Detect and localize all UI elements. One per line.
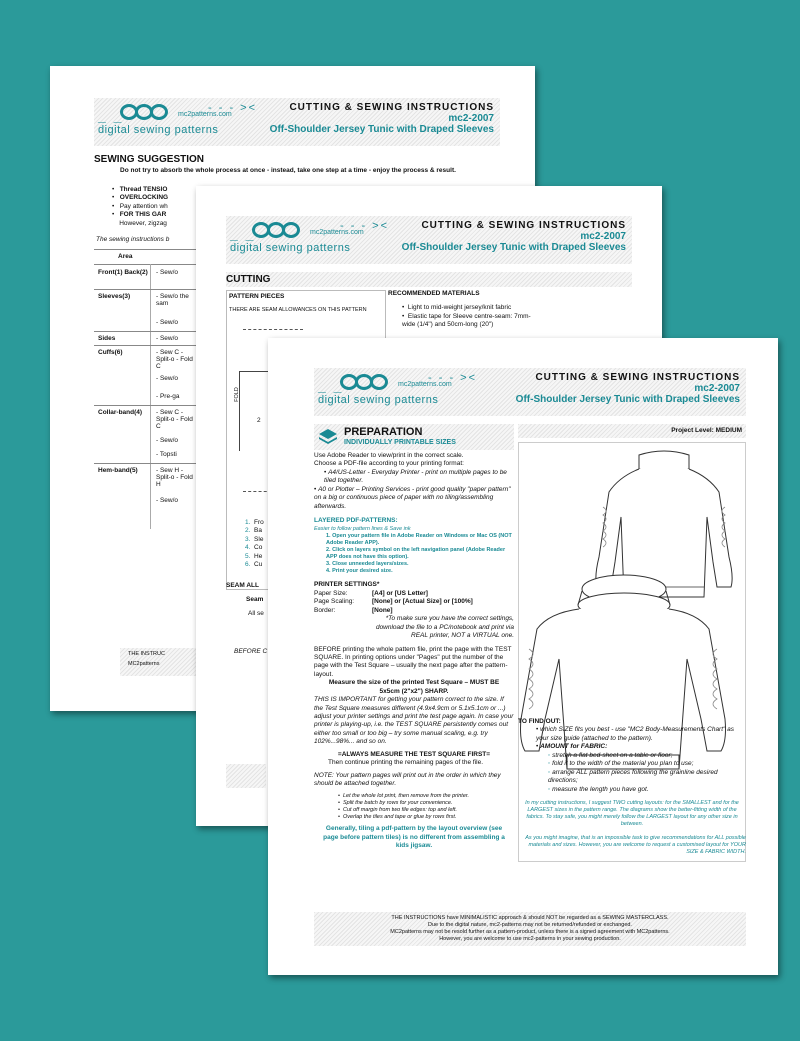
list-item: ◦ fold it to the width of the material you plan to use; [548, 760, 694, 768]
important-text: THIS IS IMPORTANT for getting your pattern correct to the size. If the Test Square measures different (4.9x4.9cm or 5.1x5.1cm or ...) adjust your printer settings and print the test page again. In case your printer is playing-up, i.e. the TEST SQUARE persistently comes out either too small or too big – try some manual scaling, e.g. try 102%...98%... and so on. [314, 696, 514, 746]
list-item: • Overlap the tiles and tape or glue by rows first. [338, 813, 457, 820]
project-level: Project Level: MEDIUM [671, 427, 742, 434]
find-out-title: TO FIND OUT: [518, 718, 561, 725]
list-item: • Elastic tape for Sleeve centre-seam: 7mm-wide (1/4") and 50cm-long (20") [402, 312, 531, 329]
tile-steps [314, 793, 514, 822]
paragraph: BEFORE printing the whole pattern file, print the page with the TEST SQUARE. In printing options under "Pages" put the number of the page with the Test Square – usually the next page after the pattern-layout. [314, 645, 512, 678]
always-text: =ALWAYS MEASURE THE TEST SQUARE FIRST= [337, 750, 491, 758]
header-title: CUTTING & SEWING INSTRUCTIONS [421, 220, 626, 231]
note-text: NOTE: Your pattern pages will print out in the order in which they should be attached together. [314, 771, 501, 788]
list-item: • A0 or Plotter – Printing Services - print good quality "paper pattern" on a big or continuous piece of paper with no tiling/assembling afterwards. [314, 485, 511, 510]
list-item: • FOR THIS GAR [112, 211, 167, 219]
list-item: 3. Close unneeded layers/sizes. [326, 561, 409, 568]
header-titles [270, 102, 494, 135]
table-header-area: Area [118, 253, 133, 260]
seam-allowance-note: THERE ARE SEAM ALLOWANCES ON THIS PATTERN [229, 307, 367, 313]
layered-title: LAYERED PDF-PATTERNS: [314, 517, 398, 525]
piece-number: 2 [257, 417, 261, 424]
sewing-note: The sewing instructions b [96, 236, 170, 243]
layered-steps [314, 533, 514, 576]
list-item: • Pay attention wh [112, 202, 168, 210]
section-intro: Do not try to absorb the whole process at once - instead, take one step at a time - enjoy the process & result. [120, 167, 456, 174]
list-item: 6. Cu [245, 561, 263, 569]
header-title: CUTTING & SEWING INSTRUCTIONS [289, 102, 494, 113]
logo-url: mc2patterns.com [178, 111, 232, 118]
brand-logo: _ _ mc2patterns.com - - - >< digital sewing patterns [98, 102, 258, 136]
closing-note: As you might imagine, that is an impossible task to give recommendations for ALL possible materials and sizes. However, you are welcome to request a customised layout for YOUR SIZE & FABRIC WIDTH. [525, 834, 746, 855]
seam-allowance-title: SEAM ALL [226, 582, 259, 589]
header-code: mc2-2007 [694, 383, 740, 394]
list-item: 2. Click on layers symbol on the left navigation panel (Adobe Reader APP does not have this option). [326, 546, 506, 561]
list-item: 5. He [245, 552, 263, 560]
measure-text: Measure the size of the printed Test Square – MUST BE 5x5cm (2"x2") SHARP. [328, 679, 500, 695]
page-footer: THE INSTRUC MC2patterns [120, 648, 210, 676]
printer-setting-row: Border: [None] [314, 606, 393, 614]
printer-setting-row: Paper Size: [A4] or [US Letter] [314, 589, 428, 597]
materials-panel [388, 290, 638, 330]
header-subtitle: Off-Shoulder Jersey Tunic with Draped Sleeves [515, 394, 740, 405]
printer-note: *To make sure you have the correct settings, download the file to a PC/notebook and print via REAL printer, NOT a VIRTUAL one. [375, 615, 514, 640]
list-item: • AMOUNT for FABRIC: [536, 743, 608, 751]
layered-subtitle: Easier to follow pattern lines & Save ink [314, 525, 411, 532]
section-title: PREPARATION [344, 426, 423, 438]
header-subtitle: Off-Shoulder Jersey Tunic with Draped Sleeves [401, 242, 626, 253]
list-item: ◦ measure the length you have got. [548, 785, 649, 793]
header-subtitle: Off-Shoulder Jersey Tunic with Draped Sleeves [269, 124, 494, 135]
header-code: mc2-2007 [448, 113, 494, 124]
list-item: However, zigzag [119, 219, 167, 227]
list-item: ◦ stretch a flat bed-sheet on a table or floor; [548, 751, 673, 759]
section-title: SEWING SUGGESTION [94, 154, 205, 165]
page-header [314, 368, 746, 416]
list-item: 1. Fro [245, 519, 264, 526]
list-item: • A4/US-Letter - Everyday Printer - print on multiple pages to be tiled together. [324, 468, 507, 485]
logo-brand: digital sewing patterns [98, 124, 219, 136]
pattern-pieces-title: PATTERN PIECES [229, 293, 285, 300]
seam-subtitle: Seam [246, 596, 264, 603]
list-item: 2. Ba [245, 527, 262, 535]
header-titles [516, 372, 740, 405]
header-title: CUTTING & SEWING INSTRUCTIONS [535, 372, 740, 383]
materials-title: RECOMMENDED MATERIALS [388, 290, 480, 297]
list-item: 3. Sle [245, 535, 264, 543]
printer-title: PRINTER SETTINGS* [314, 581, 380, 589]
page-header [94, 98, 500, 146]
list-item: 1. Open your pattern file in Adobe Reader on Windows or Mac OS (NOT Adobe Reader APP). [326, 532, 512, 546]
fabric-steps [518, 752, 746, 794]
before-note: BEFORE C [234, 648, 268, 655]
piece-list [245, 519, 264, 570]
fold-label: FOLD [233, 387, 240, 402]
list-item: • Thread TENSIO [112, 186, 168, 193]
list-item: • which SIZE fits you best - use "MC2 Body-Measurements Chart" as your size guide (attached to the pattern). [536, 726, 735, 742]
list-item: 4. Print your desired size. [326, 568, 393, 575]
list-item: ◦ arrange ALL pattern pieces following the grainline desired directions; [548, 768, 718, 785]
list-item: • Light to mid-weight jersey/knit fabric [402, 304, 512, 312]
header-code: mc2-2007 [580, 231, 626, 242]
cutting-note: In my cutting instructions, I suggest TWO cutting layouts: for the SMALLEST and for the LARGEST sizes in the pattern range. The diagrams show the better-fitting width of the fabrics. To stay safe, you might merely follow the LARGEST layout for any other size in between. [525, 799, 739, 828]
section-subtitle: INDIVIDUALLY PRINTABLE SIZES [344, 439, 456, 446]
brand-logo: _ _ mc2patterns.com - - - >< digital sewing patterns [230, 220, 390, 254]
general-note: Generally, tiling a pdf-pattern by the layout overview (see page before pattern tiles) is no different from assembling a kids jigsaw. [323, 825, 505, 849]
find-out-section [518, 718, 746, 856]
continue-text: Then continue printing the remaining pages of the file. [328, 759, 484, 767]
preparation-text [314, 452, 514, 850]
sewing-table: Area Front(1) Back(2) - Sew/o Sleeves(3) - Sew/o the sam - Sew/o Sides - Sew/o Cuffs(6) - Sew C - Split-o - Fold C - Sew/o - Pre-ga Collar-band(4) - Sew C - Split-o - Fold C - Sew/o - Topsti Hem-band(5) - Sew H - Split-o - Fold H - Sew/o [94, 249, 200, 529]
section-title: CUTTING [226, 272, 632, 287]
section-heading [314, 424, 514, 450]
paragraph: Choose a PDF-file according to your printing format: [314, 460, 464, 468]
instruction-page-preparation [268, 338, 778, 975]
page-footer: THE INSTRUCTIONS have MINIMALISTIC approach & should NOT be regarded as a SEWING MASTERCLASS. Due to the digital nature, mc2-patterns may not be returned/refunded or exchanged. MC2patterns may not be resold further as a pattern-product, unless there is a signed agreement with MC2patterns. However, you are welcome to use mc2-patterns in your sewing production. [314, 912, 746, 946]
project-level-band [518, 424, 746, 438]
brand-logo: _ _ mc2patterns.com - - - >< digital sewing patterns [318, 372, 478, 406]
list-item: 4. Co [245, 544, 263, 552]
list-item: • Split the batch by rows for your convenience. [338, 799, 453, 806]
page-footer [226, 764, 266, 788]
seam-text: All se [248, 610, 264, 617]
layers-icon [318, 427, 338, 447]
printer-setting-row: Page Scaling: [None] or [Actual Size] or [100%] [314, 598, 473, 606]
header-titles [402, 220, 626, 253]
list-item: • Let the whole lot print, then remove from the printer. [338, 792, 470, 799]
list-item: • OVERLOCKING [112, 194, 169, 202]
paragraph: Use Adobe Reader to view/print in the correct scale. [314, 452, 464, 459]
page-header [226, 216, 632, 264]
list-item: • Cut off margin from two file edges: top and left. [338, 806, 458, 813]
